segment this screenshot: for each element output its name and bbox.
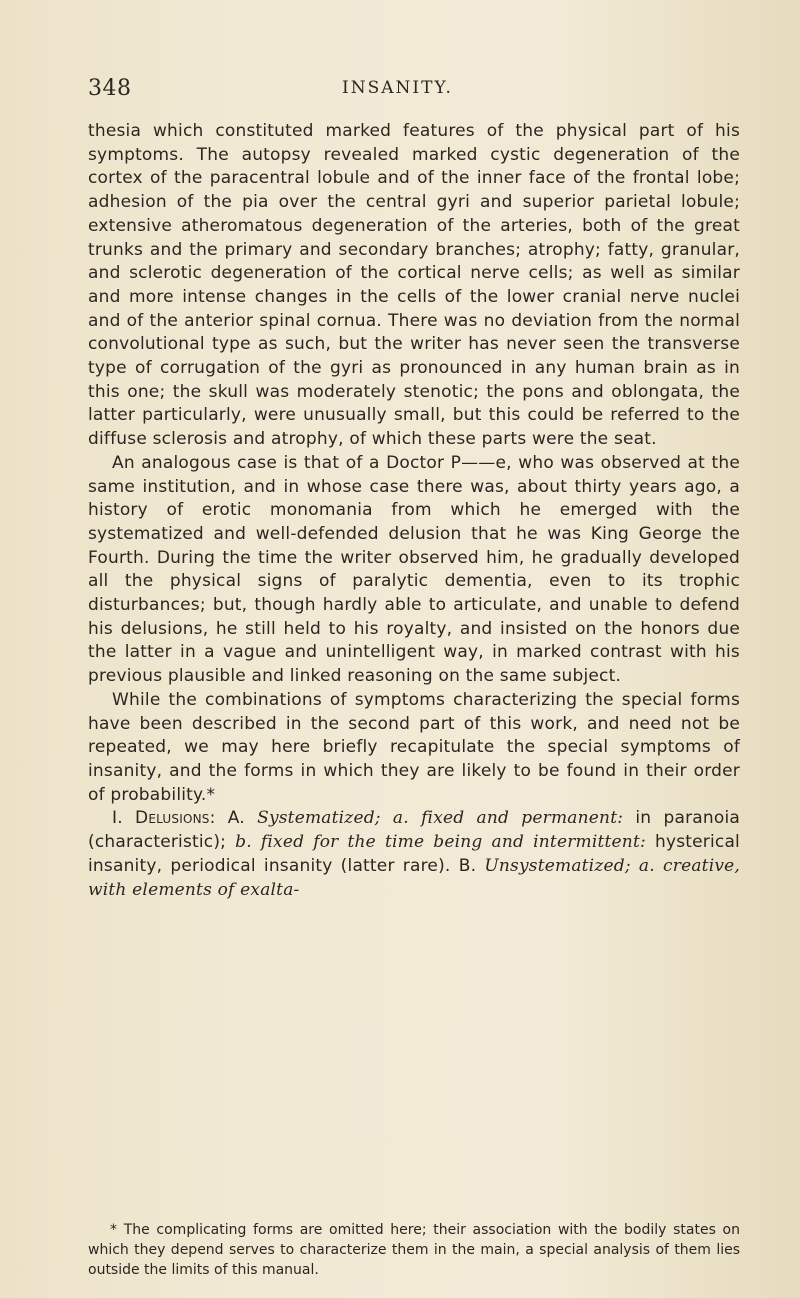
delusions-numeral: I. [112, 808, 123, 829]
paragraph-doctor-case: An analogous case is that of a Doctor P——e, who was observed at the same institution, and in whose case there was, about thirty years ago, a history of erotic monomania from which he emerged with the systematized and well-defended delusion that he was King George the Fourth. During the time the writer observed him, he gradually developed all the physical signs of paralytic dementia, even to its trophic disturbances; but, though hardly able to articulate, and unable to defend his delusions, he still held to his royalty, and insisted on the honors due the latter in a vague and unintelligent way, in marked contrast with his previous plausible and linked reasoning on the same subject. [88, 452, 740, 687]
delusions-b2-title: Unsystematized; a. creative, with elements of exalta- [88, 855, 741, 900]
delusions-a-label: A. [227, 808, 245, 829]
delusions-b-text: hysterical insanity, periodical insanity (latter rare). [88, 832, 740, 876]
footnote [88, 1220, 740, 1280]
delusions-heading: Delusions: [135, 808, 216, 829]
footnote-text: * The complicating forms are omitted here; their association with the bodily states on which they depend serves to characterize them in the main, a special analysis of them lies outside the limits of this manual. [88, 1222, 740, 1278]
paragraph-delusions [88, 807, 740, 902]
delusions-a-text: in paranoia (characteristic); [88, 808, 741, 853]
paragraph-autopsy: thesia which constituted marked features of the physical part of his symptoms. The autopsy revealed marked cystic degeneration of the cortex of the paracentral lobule and of the inner face of the frontal lobe; adhesion of the pia over the central gyri and superior parietal lobule; extensive atheromatous degeneration of the arteries, both of the great trunks and the primary and secondary branches; atrophy; fatty, granular, and sclerotic degeneration of the cortical nerve cells; as well as similar and more intense changes in the cells of the lower cranial nerve nuclei and of the anterior spinal cornua. There was no deviation from the normal convolutional type as such, but the writer has never seen the transverse type of corrugation of the gyri as pronounced in any human brain as in this one; the skull was moderately stenotic; the pons and oblongata, the latter particularly, were unusually small, but this could be referred to the diffuse sclerosis and atrophy, of which these parts were the seat. [88, 121, 740, 450]
delusions-b-label: B. [458, 855, 477, 876]
page-header [88, 76, 740, 108]
page-number: 348 [88, 76, 132, 101]
running-head: INSANITY. [342, 78, 453, 98]
body-text [88, 120, 740, 902]
delusions-a-title: Systematized; a. fixed and permanent: [257, 808, 624, 829]
delusions-b-title: b. fixed for the time being and intermittent: [235, 832, 646, 853]
paragraph-recapitulation: While the combinations of symptoms characterizing the special forms have been described in the second part of this work, and need not be repeated, we may here briefly recapitulate the special symptoms of insanity, and the forms in which they are likely to be found in their order of probability.* [88, 689, 740, 805]
